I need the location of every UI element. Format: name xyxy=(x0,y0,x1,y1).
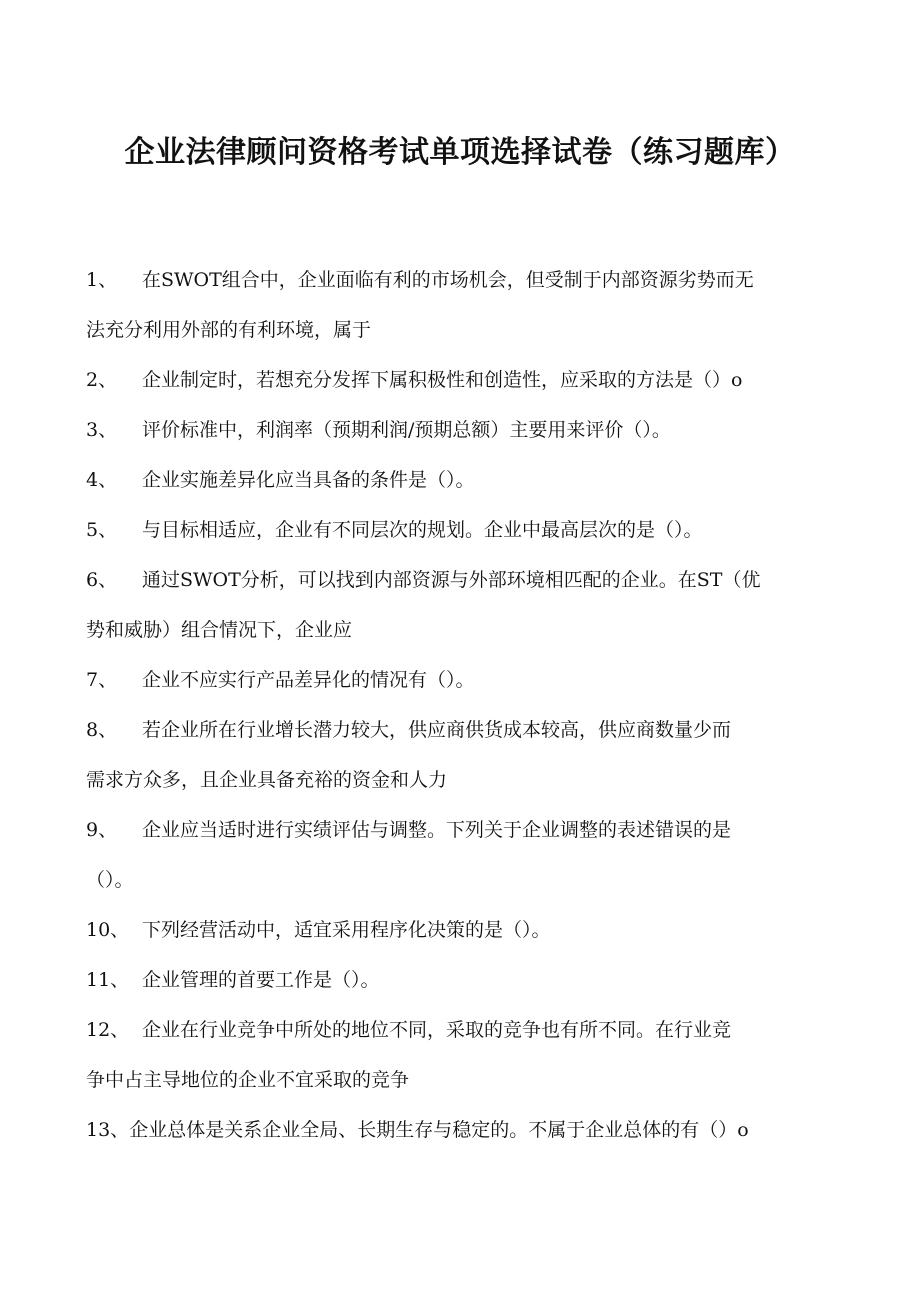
question-text: 企业实施差异化应当具备的条件是（）。 xyxy=(142,469,475,491)
question-text: 企业不应实行产品差异化的情况有（）。 xyxy=(142,669,475,691)
question-text: 企业管理的首要工作是（）。 xyxy=(142,969,380,991)
question-number: 3、 xyxy=(86,419,118,441)
question-text-continued: （）。 xyxy=(86,869,134,891)
question-item xyxy=(86,955,836,1005)
question-text: 下列经营活动中，适宜采用程序化决策的是（）。 xyxy=(142,919,551,941)
question-number: 12、 xyxy=(86,1019,130,1041)
question-number: 4、 xyxy=(86,469,118,491)
question-text: 企业总体是关系企业全局、长期生存与稳定的。不属于企业总体的有（）o xyxy=(129,1119,749,1141)
question-text: 与目标相适应，企业有不同层次的规划。企业中最高层次的是（）。 xyxy=(142,519,703,541)
question-text: 企业在行业竞争中所处的地位不同，采取的竞争也有所不同。在行业竞 xyxy=(142,1019,732,1041)
question-number: 2、 xyxy=(86,369,118,391)
question-text-continued: 势和威胁）组合情况下，企业应 xyxy=(86,619,353,641)
question-number: 8、 xyxy=(86,719,118,741)
question-item xyxy=(86,505,836,555)
question-number: 6、 xyxy=(86,569,118,591)
question-item xyxy=(86,805,836,905)
question-text: 通过SWOT分析，可以找到内部资源与外部环境相匹配的企业。在ST（优 xyxy=(142,569,761,591)
document-title: 企业法律顾问资格考试单项选择试卷（练习题库） xyxy=(124,135,796,170)
question-number: 13、 xyxy=(86,1119,130,1141)
question-item xyxy=(86,555,836,655)
question-item xyxy=(86,355,836,405)
question-number: 9、 xyxy=(86,819,118,841)
question-number: 10、 xyxy=(86,919,130,941)
question-text: 若企业所在行业增长潜力较大，供应商供货成本较高，供应商数量少而 xyxy=(142,719,732,741)
question-item xyxy=(86,405,836,455)
question-number: 7、 xyxy=(86,669,118,691)
question-item xyxy=(86,1005,836,1105)
question-text-continued: 需求方众多，且企业具备充裕的资金和人力 xyxy=(86,769,448,791)
question-item xyxy=(86,655,836,705)
question-text: 在SWOT组合中，企业面临有利的市场机会，但受制于内部资源劣势而无 xyxy=(142,269,754,291)
question-text-continued: 争中占主导地位的企业不宜采取的竞争 xyxy=(86,1069,410,1091)
question-item xyxy=(86,255,836,355)
question-number: 5、 xyxy=(86,519,118,541)
question-number: 1、 xyxy=(86,269,118,291)
question-text: 评价标准中，利润率（预期利润/预期总额）主要用来评价（）。 xyxy=(142,419,671,441)
question-item xyxy=(86,705,836,805)
question-text: 企业制定时，若想充分发挥下属积极性和创造性，应采取的方法是（）o xyxy=(142,369,743,391)
question-text-continued: 法充分利用外部的有利环境，属于 xyxy=(86,319,372,341)
question-item xyxy=(86,1105,836,1155)
question-list xyxy=(86,255,836,1155)
question-text: 企业应当适时进行实绩评估与调整。下列关于企业调整的表述错误的是 xyxy=(142,819,732,841)
question-number: 11、 xyxy=(86,969,130,991)
question-item xyxy=(86,905,836,955)
question-item xyxy=(86,455,836,505)
